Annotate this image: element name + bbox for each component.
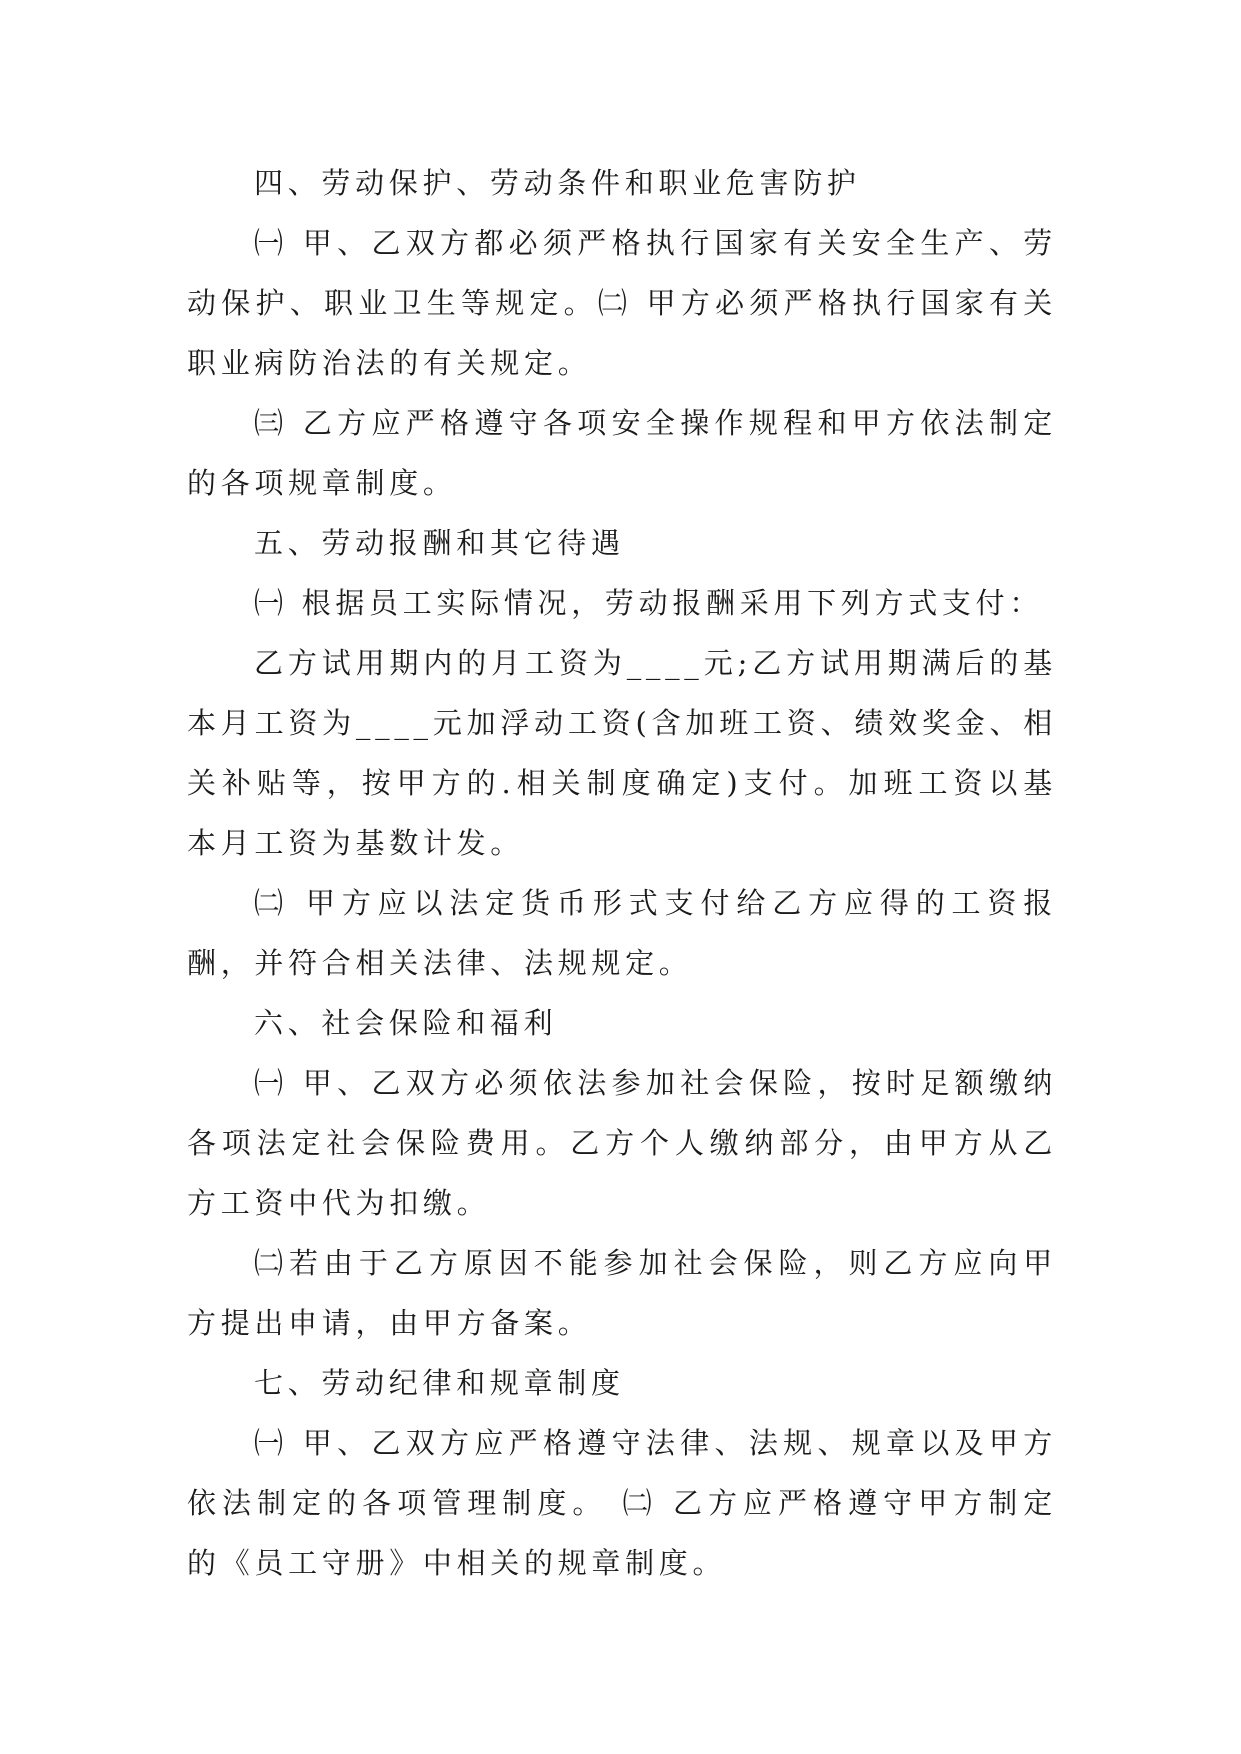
document-body	[187, 153, 1057, 1593]
paragraph-payment-method: ㈠ 根据员工实际情况，劳动报酬采用下列方式支付：	[254, 586, 1044, 620]
paragraph-discipline-rules: ㈠ 甲、乙双方应严格遵守法律、法规、规章以及甲方依法制定的各项管理制度。 ㈡ 乙方应严格遵守甲方制定的《员工守册》中相关的规章制度。	[187, 1426, 1057, 1580]
section-heading-labor-protection: 四、劳动保护、劳动条件和职业危害防护	[254, 166, 861, 200]
paragraph-legal-currency: ㈡ 甲方应以法定货币形式支付给乙方应得的工资报酬，并符合相关法律、法规规定。	[187, 886, 1057, 980]
paragraph-insurance-exemption: ㈡若由于乙方原因不能参加社会保险，则乙方应向甲方提出申请，由甲方备案。	[187, 1246, 1057, 1340]
section-heading-remuneration: 五、劳动报酬和其它待遇	[254, 526, 625, 560]
paragraph-safety-regulations: ㈠ 甲、乙双方都必须严格执行国家有关安全生产、劳动保护、职业卫生等规定。㈡ 甲方必须严格执行国家有关职业病防治法的有关规定。	[187, 226, 1057, 380]
paragraph-insurance-contribution: ㈠ 甲、乙双方必须依法参加社会保险，按时足额缴纳各项法定社会保险费用。乙方个人缴纳部分，由甲方从乙方工资中代为扣缴。	[187, 1066, 1057, 1220]
paragraph-operating-rules: ㈢ 乙方应严格遵守各项安全操作规程和甲方依法制定的各项规章制度。	[187, 406, 1057, 500]
paragraph-salary-terms: 乙方试用期内的月工资为____元;乙方试用期满后的基本月工资为____元加浮动工资(含加班工资、绩效奖金、相关补贴等，按甲方的.相关制度确定)支付。加班工资以基本月工资为基数计发。	[187, 646, 1057, 860]
section-heading-social-insurance: 六、社会保险和福利	[254, 1006, 558, 1040]
section-heading-labor-discipline: 七、劳动纪律和规章制度	[254, 1366, 625, 1400]
